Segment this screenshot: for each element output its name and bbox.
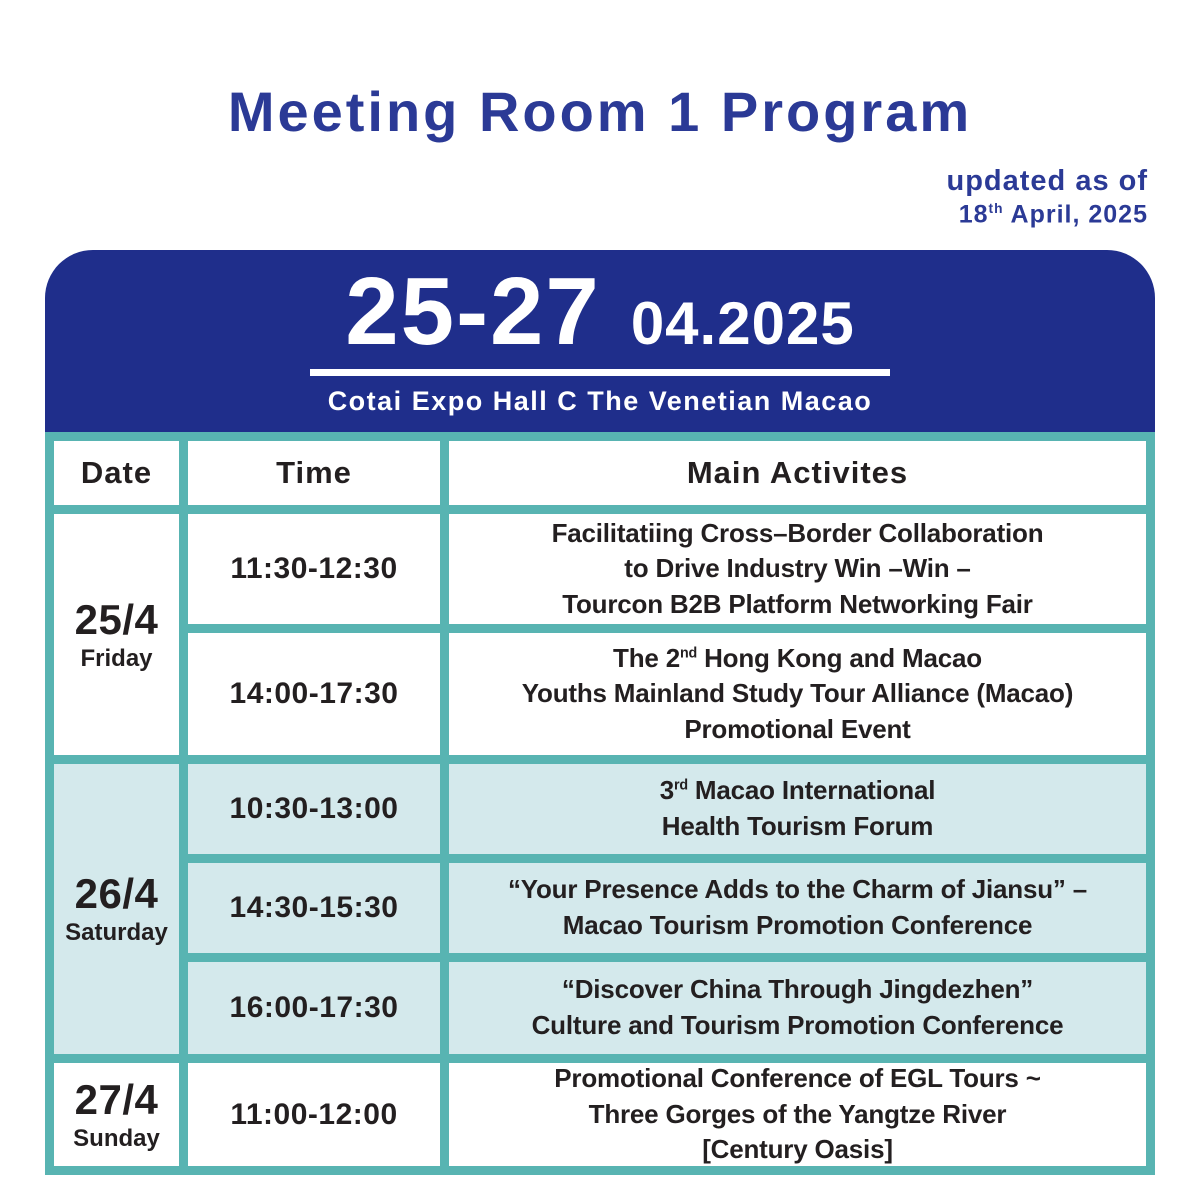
time-cell-sun-1: 11:00-12:00 bbox=[188, 1063, 440, 1166]
activity-cell-sun-1: Promotional Conference of EGL Tours ~ Three Gorges of the Yangtze River [Century Oasis] bbox=[449, 1063, 1146, 1166]
time-cell-fri-2: 14:00-17:30 bbox=[188, 633, 440, 755]
activity-cell-fri-2: The 2nd Hong Kong and Macao Youths Mainland Study Tour Alliance (Macao) Promotional Event bbox=[449, 633, 1146, 755]
updated-date-ordinal: th bbox=[988, 200, 1004, 216]
date-number: 25/4 bbox=[74, 595, 159, 643]
date-number: 27/4 bbox=[74, 1075, 159, 1123]
event-dates bbox=[45, 250, 1155, 365]
updated-date: 18th April, 2025 bbox=[958, 200, 1148, 229]
event-banner bbox=[45, 250, 1155, 432]
date-weekday: Saturday bbox=[65, 919, 168, 946]
date-weekday: Friday bbox=[80, 644, 153, 672]
date-weekday: Sunday bbox=[73, 1124, 160, 1152]
activity-cell-sat-1: 3rd Macao International Health Tourism Forum bbox=[449, 764, 1146, 854]
event-month-year: 04.2025 bbox=[630, 290, 855, 357]
program-table bbox=[45, 432, 1155, 1175]
activity-cell-sat-3: “Discover China Through Jingdezhen” Culture and Tourism Promotion Conference bbox=[449, 962, 1146, 1054]
date-cell-26-4 bbox=[54, 764, 179, 1054]
updated-label: updated as of bbox=[946, 165, 1148, 197]
date-number: 26/4 bbox=[74, 870, 159, 917]
date-cell-27-4 bbox=[54, 1063, 179, 1166]
header-main-activities: Main Activites bbox=[449, 441, 1146, 505]
page-title: Meeting Room 1 Program bbox=[227, 80, 973, 143]
banner-underline bbox=[310, 369, 890, 376]
activity-cell-sat-2: “Your Presence Adds to the Charm of Jiansu” – Macao Tourism Promotion Conference bbox=[449, 863, 1146, 953]
time-cell-sat-1: 10:30-13:00 bbox=[188, 764, 440, 854]
time-cell-fri-1: 11:30-12:30 bbox=[188, 514, 440, 624]
date-cell-25-4 bbox=[54, 514, 179, 755]
header-time: Time bbox=[188, 441, 440, 505]
header-date: Date bbox=[54, 441, 179, 505]
time-cell-sat-2: 14:30-15:30 bbox=[188, 863, 440, 953]
event-date-range: 25-27 bbox=[345, 258, 601, 365]
event-venue: Cotai Expo Hall C The Venetian Macao bbox=[327, 386, 873, 416]
activity-cell-fri-1: Facilitatiing Cross–Border Collaboration to Drive Industry Win –Win – Tourcon B2B Platform Networking Fair bbox=[449, 514, 1146, 624]
updated-note bbox=[946, 166, 1148, 229]
time-cell-sat-3: 16:00-17:30 bbox=[188, 962, 440, 1054]
